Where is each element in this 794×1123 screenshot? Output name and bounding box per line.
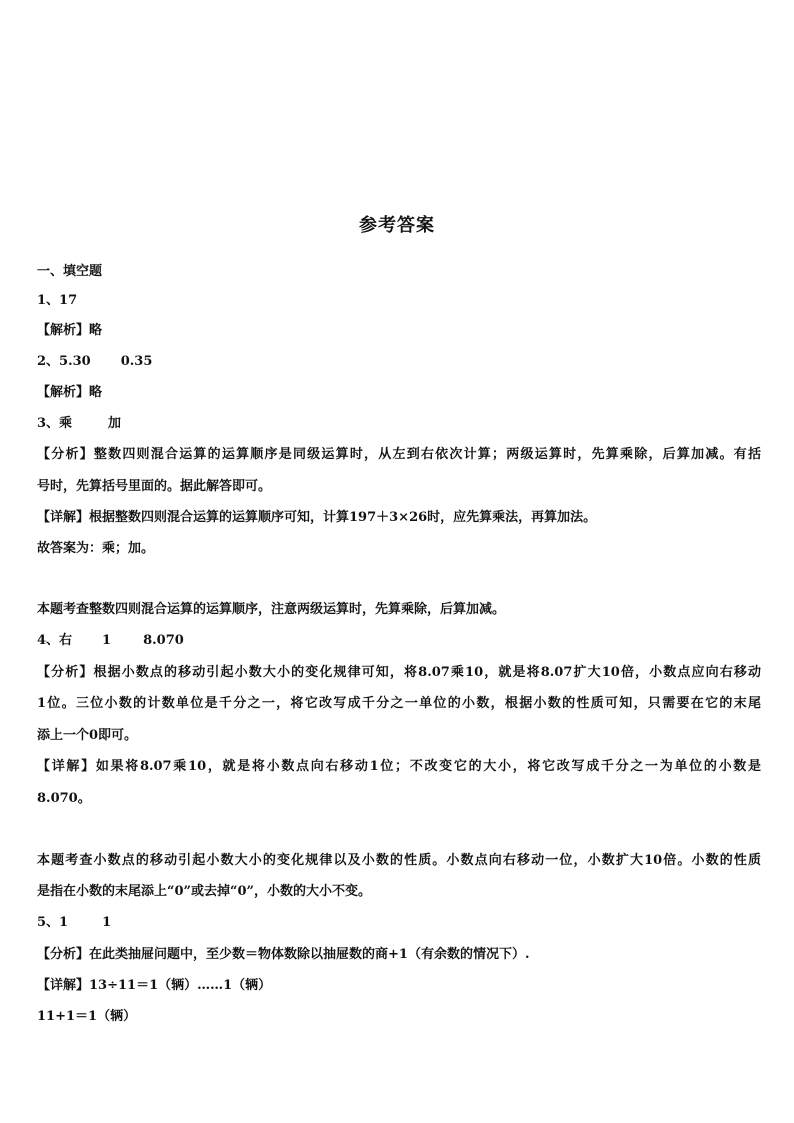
q2-answer-a: 2、5.30 [37,354,91,369]
q3-answer [37,415,761,433]
q4-answer-c: 8.070 [143,633,184,648]
q5-xiangjie: 【详解】13÷11＝1（辆）……1（辆） [37,978,272,993]
q5-fenxi: 【分析】在此类抽屉问题中，至少数＝物体数除以抽屉数的商+1（有余数的情况下）. [37,947,530,962]
q4-answer-b: 1 [102,633,112,648]
q3-answer-b: 加 [108,416,122,431]
q3-summary: 本题考查整数四则混合运算的运算顺序，注意两级运算时，先算乘除，后算加减。 [37,602,506,617]
q4-answer [37,632,761,650]
q3-conclusion: 故答案为：乘；加。 [37,541,155,556]
q3-fenxi-line2: 号时，先算括号里面的。据此解答即可。 [37,479,272,494]
q1-answer: 1、17 [37,293,78,308]
q3-fenxi-line1: 【分析】整数四则混合运算的运算顺序是同级运算时，从左到右依次计算；两级运算时，先算乘除，后算加减。有括 [37,447,761,462]
q3-xiangjie: 【详解】根据整数四则混合运算的运算顺序可知，计算197＋3×26时，应先算乘法，再算加法。 [37,510,597,525]
q5-answer-b: 1 [102,915,112,930]
q2-jiexi: 【解析】略 [37,385,103,400]
q4-fenxi-line2: 1位。三位小数的计数单位是千分之一，将它改写成千分之一单位的小数，根据小数的性质可知，只需要在它的末尾 [37,696,761,711]
q2-answer-b: 0.35 [120,354,153,369]
q4-summary-line2: 是指在小数的末尾添上“0”或去掉“0”，小数的大小不变。 [37,884,372,899]
q5-answer [37,914,761,932]
q4-xiangjie-line1: 【详解】如果将8.07乘10，就是将小数点向右移动1位；不改变它的大小，将它改写成千分之一为单位的小数是 [37,759,761,774]
q4-fenxi-line3: 添上一个0即可。 [37,728,138,743]
q1-jiexi: 【解析】略 [37,323,103,338]
q4-summary-line1: 本题考查小数点的移动引起小数大小的变化规律以及小数的性质。小数点向右移动一位，小数扩大10倍。小数的性质 [37,853,761,868]
q2-answer [37,353,761,371]
q4-fenxi-line1: 【分析】根据小数点的移动引起小数大小的变化规律可知，将8.07乘10，就是将8.07扩大10倍，小数点应向右移动 [37,665,761,680]
section-heading: 一、填空题 [37,264,103,279]
q3-answer-a: 3、乘 [37,416,73,431]
q4-xiangjie-line2: 8.070。 [37,791,91,806]
q5-step: 11+1＝1（辆） [37,1009,137,1024]
q4-answer-a: 4、右 [37,633,73,648]
q5-answer-a: 5、1 [37,915,69,930]
page-title: 参考答案 [359,215,435,236]
